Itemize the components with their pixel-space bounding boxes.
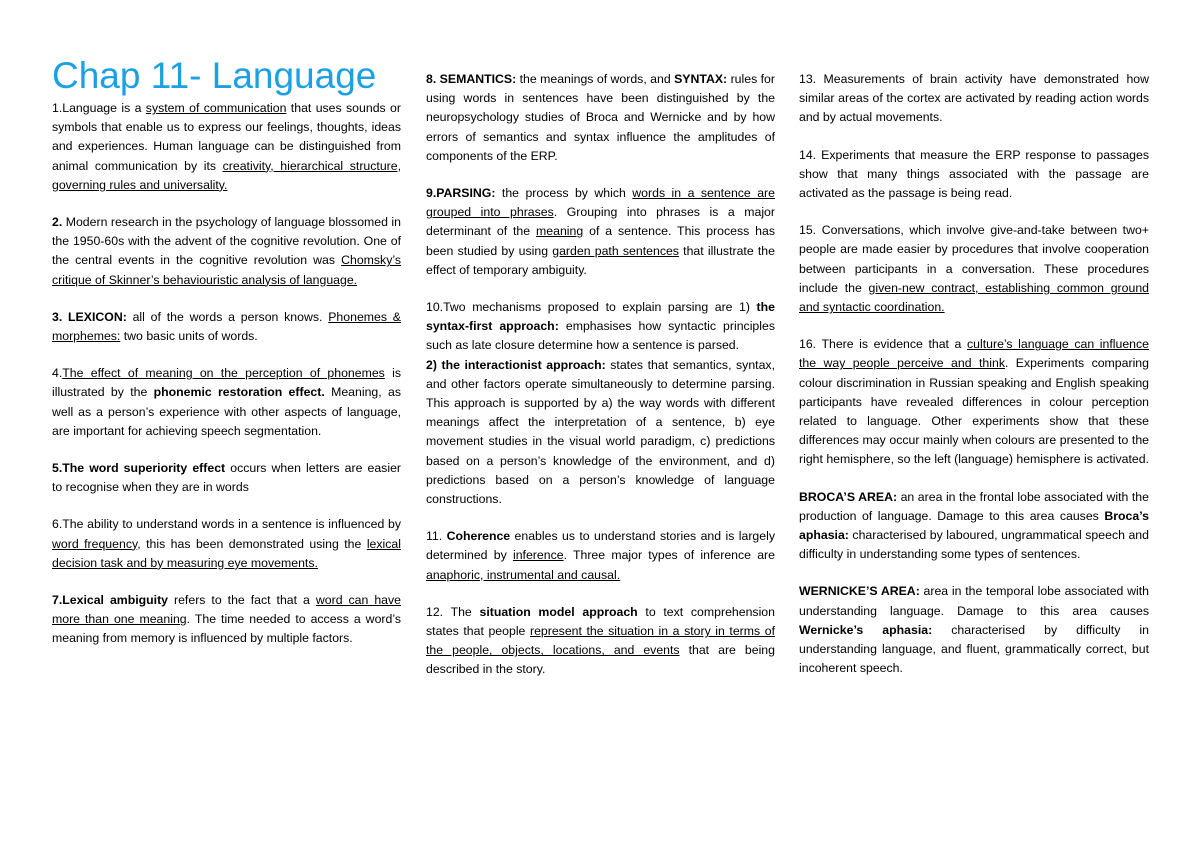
bold-term: BROCA’S AREA:	[799, 489, 898, 504]
body-text: that illustrate the effect of temporary ambiguity.	[426, 243, 775, 277]
body-text: two basic units of words.	[120, 329, 258, 344]
bold-term: Coherence	[446, 529, 511, 544]
body-text: that uses sounds or symbols that enable us to express our feelings, thoughts, ideas and experiences. Human language can be distinguished from animal communication by its	[52, 101, 401, 173]
paragraph-broca	[799, 488, 1149, 565]
bold-term: situation model approach	[479, 604, 638, 619]
paragraph-p3	[52, 308, 401, 346]
paragraph-p16	[799, 335, 1149, 469]
paragraph-p10b	[426, 356, 775, 510]
body-text: 6.The ability to understand words in a sentence is influenced by	[52, 517, 401, 532]
underlined-phrase: represent the situation in a story in terms of the people, objects, locations, and events	[426, 624, 775, 658]
body-text: 11.	[426, 529, 447, 544]
bold-term: 9.PARSING:	[426, 186, 496, 201]
body-text: refers to the fact that a	[168, 593, 316, 608]
underlined-phrase: culture’s language can influence the way people perceive and think	[799, 337, 1149, 371]
bold-term: phonemic restoration effect.	[153, 385, 325, 400]
body-text: to text comprehension states that people	[426, 604, 775, 639]
paragraph-p14	[799, 146, 1149, 204]
underlined-phrase: words in a sentence are grouped into phrases	[426, 186, 775, 220]
paragraph-p5	[52, 459, 401, 497]
body-text: 16. There is evidence that a	[799, 337, 967, 352]
paragraph-p13	[799, 70, 1149, 128]
bold-term: 8. SEMANTICS:	[426, 72, 517, 86]
body-text: . Experiments comparing colour discrimination in Russian speaking and English speaking participants have revealed differences in colour perception related to language. Other experiments show that these differences may occur mainly when colours are presented to the right hemisphere, so the left (language) hemisphere is activated.	[799, 356, 1149, 467]
underlined-phrase: system of communication	[145, 101, 287, 115]
bold-term: Broca’s aphasia:	[799, 508, 1149, 543]
paragraph-p6	[52, 515, 401, 573]
body-text: area in the temporal lobe associated with understanding language. Damage to this area causes	[799, 584, 1149, 618]
body-text: the meanings of words, and	[516, 72, 675, 86]
underlined-phrase: Chomsky’s critique of Skinner’s behaviouristic analysis of language.	[52, 253, 401, 287]
body-text: 14. Experiments that measure the ERP response to passages show that many things associated with the passage are activated as the passage is being read.	[799, 147, 1149, 201]
bold-term: WERNICKE’S AREA:	[799, 584, 920, 599]
underlined-phrase: garden path sentences	[552, 243, 679, 258]
body-text: Modern research in the psychology of language blossomed in the 1950-60s with the advent of the cognitive revolution. One of the central events in the cognitive revolution was	[52, 215, 401, 268]
paragraph-p1	[52, 99, 401, 195]
underlined-phrase: word can have more than one meaning	[52, 593, 401, 627]
body-text: characterised by difficulty in understanding language, and fluent, grammatically correct, but incoherent speech.	[799, 622, 1149, 676]
paragraph-p4	[52, 364, 401, 441]
paragraph-wernicke	[799, 582, 1149, 678]
bold-term: 2) the interactionist approach:	[426, 357, 606, 372]
column-left	[52, 55, 401, 667]
body-text: enables us to understand stories and is largely determined by	[426, 529, 775, 563]
body-text: occurs when letters are easier to recognise when they are in words	[52, 461, 401, 495]
body-text: of a sentence. This process has been studied by using	[426, 224, 775, 258]
paragraph-p12	[426, 603, 775, 680]
body-text: . Grouping into phrases is a major determinant of the	[426, 205, 775, 239]
underlined-phrase: anaphoric, instrumental and causal.	[426, 567, 621, 582]
underlined-phrase: Phonemes & morphemes:	[52, 309, 401, 344]
body-text: . Three major types of inference are	[563, 548, 775, 563]
body-text: states that semantics, syntax, and other factors operate simultaneously to determine parsing. This approach is supported by a) the way words with different meanings affect the interpretation of a sentence, b) eye movement studies in the visual world paradigm, c) predictions based on a person’s knowledge of the environment, and d) predictions based on a person’s knowledge of language constructions.	[426, 357, 775, 507]
underlined-phrase: given-new contract, establishing common ground and syntactic coordination.	[799, 280, 1149, 315]
body-text: emphasises how syntactic principles such as late closure determine how a sentence is parsed.	[426, 319, 775, 353]
underlined-phrase: meaning	[536, 224, 584, 239]
body-text: an area in the frontal lobe associated with the production of language. Damage to this area causes	[799, 489, 1149, 523]
paragraph-p11	[426, 527, 775, 585]
body-text: 4.	[52, 366, 63, 381]
underlined-phrase: word frequency	[52, 536, 138, 551]
paragraph-p2	[52, 213, 401, 290]
body-text: 10.Two mechanisms proposed to explain parsing are 1)	[426, 300, 757, 315]
bold-term: SYNTAX:	[674, 72, 728, 86]
bold-term: 7.Lexical ambiguity	[52, 593, 169, 608]
body-text: all of the words a person knows.	[126, 309, 329, 324]
bold-term: 2.	[52, 215, 63, 230]
underlined-phrase: inference	[512, 548, 564, 563]
page-title: Chap 11- Language	[52, 55, 377, 96]
body-text: Meaning, as well as a person’s experience with other aspects of language, are important for achieving speech segmentation.	[52, 385, 401, 438]
bold-term: 3. LEXICON:	[52, 309, 127, 324]
body-text: . The time needed to access a word’s meaning from memory is influenced by multiple factors.	[52, 612, 401, 646]
bold-term: Wernicke’s aphasia:	[799, 622, 933, 637]
body-text: , this has been demonstrated using the	[137, 536, 367, 551]
body-text: is illustrated by the	[52, 366, 401, 400]
paragraph-p9	[426, 184, 775, 280]
body-text: 15. Conversations, which involve give-and-take between two+ people are made easier by procedures that involve cooperation between participants in a conversation. These procedures include the	[799, 223, 1149, 295]
body-text: that are being described in the story.	[426, 643, 775, 677]
paragraph-p15	[799, 221, 1149, 317]
body-text: characterised by laboured, ungrammatical speech and difficulty in understanding some types of sentences.	[799, 528, 1149, 562]
body-text: rules for using words in sentences have been distinguished by the neuropsychology studies of Broca and Wernicke and by how errors of semantics and syntax influence the amplitudes of components of the ERP.	[426, 72, 775, 163]
column-right	[799, 70, 1149, 696]
underlined-phrase: The effect of meaning on the perception of phonemes	[62, 366, 385, 381]
column-left-paragraphs	[52, 99, 401, 649]
paragraph-p10a	[426, 298, 775, 356]
body-text: 1.Language is a	[52, 101, 146, 115]
underlined-phrase: creativity, hierarchical structure, governing rules and universality.	[52, 158, 402, 192]
body-text: 13. Measurements of brain activity have demonstrated how similar areas of the cortex are activated by reading action words and by actual movements.	[799, 72, 1149, 125]
underlined-phrase: lexical decision task and by measuring eye movements.	[52, 536, 401, 570]
body-text: the process by which	[495, 186, 633, 201]
column-middle	[426, 70, 775, 698]
paragraph-p7	[52, 591, 401, 649]
bold-term: the syntax-first approach:	[426, 300, 775, 334]
paragraph-p8	[426, 70, 775, 166]
bold-term: 5.The word superiority effect	[52, 461, 226, 476]
body-text: 12. The	[426, 604, 480, 619]
